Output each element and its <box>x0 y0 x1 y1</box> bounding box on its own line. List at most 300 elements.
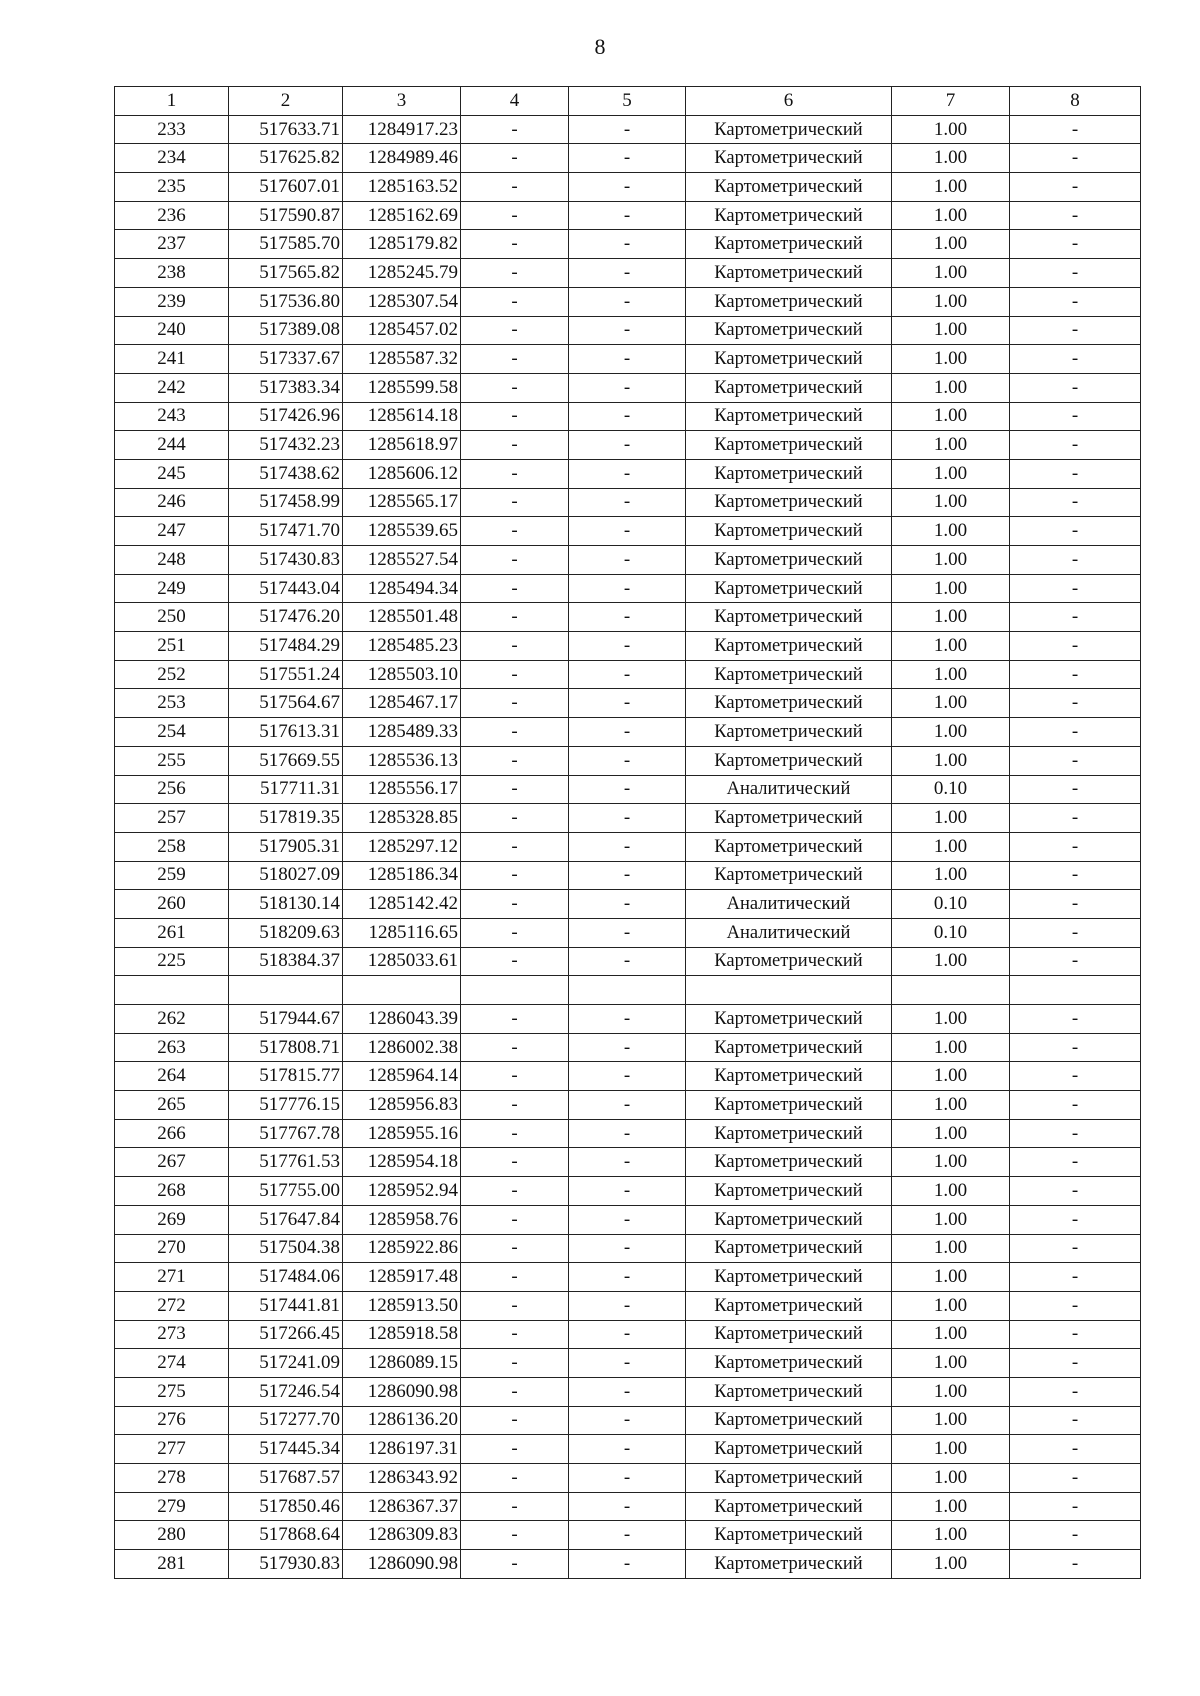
table-row <box>115 1349 1141 1378</box>
table-cell: Картометрический <box>686 546 892 575</box>
table-cell: 1285954.18 <box>343 1148 461 1177</box>
table-cell: - <box>569 832 686 861</box>
table-cell: - <box>569 144 686 173</box>
table-row <box>115 976 1141 1005</box>
table-cell: 1286043.39 <box>343 1005 461 1034</box>
table-cell: - <box>1010 345 1141 374</box>
table-cell: - <box>1010 718 1141 747</box>
page-number: 8 <box>594 34 606 59</box>
table-cell: - <box>569 718 686 747</box>
table-cell <box>1010 976 1141 1005</box>
table-cell: 1.00 <box>892 804 1010 833</box>
table-cell: 1.00 <box>892 1406 1010 1435</box>
table-cell: 1285917.48 <box>343 1263 461 1292</box>
table-cell: 251 <box>115 632 229 661</box>
table-cell: 1285489.33 <box>343 718 461 747</box>
table-cell: 1.00 <box>892 431 1010 460</box>
table-cell: - <box>461 488 569 517</box>
table-cell: 517266.45 <box>229 1320 343 1349</box>
table-cell: 517337.67 <box>229 345 343 374</box>
table-cell: 262 <box>115 1005 229 1034</box>
table-cell: - <box>1010 1406 1141 1435</box>
table-cell: 517633.71 <box>229 115 343 144</box>
table-cell: 1285527.54 <box>343 546 461 575</box>
table-cell: 1285245.79 <box>343 259 461 288</box>
table-cell: 236 <box>115 201 229 230</box>
table-cell: 1.00 <box>892 402 1010 431</box>
table-cell: - <box>569 230 686 259</box>
table-cell: - <box>1010 1177 1141 1206</box>
table-cell: - <box>461 1521 569 1550</box>
table-cell: 517944.67 <box>229 1005 343 1034</box>
table-cell: Картометрический <box>686 1177 892 1206</box>
table-cell: 1.00 <box>892 287 1010 316</box>
table-cell: 267 <box>115 1148 229 1177</box>
table-cell: - <box>1010 316 1141 345</box>
table-cell: 1.00 <box>892 718 1010 747</box>
table-cell: Картометрический <box>686 804 892 833</box>
table-cell: - <box>569 632 686 661</box>
table-cell: - <box>461 345 569 374</box>
table-cell: - <box>461 1435 569 1464</box>
table-cell: 517808.71 <box>229 1033 343 1062</box>
table-cell: 517687.57 <box>229 1464 343 1493</box>
table-cell: - <box>569 517 686 546</box>
table-cell: - <box>1010 574 1141 603</box>
table-cell: 275 <box>115 1377 229 1406</box>
table-cell: 518384.37 <box>229 947 343 976</box>
table-cell: - <box>569 660 686 689</box>
table-cell: 1.00 <box>892 1005 1010 1034</box>
table-cell: 1286090.98 <box>343 1550 461 1579</box>
table-cell: 259 <box>115 861 229 890</box>
table-cell: - <box>1010 1263 1141 1292</box>
table-cell: 1.00 <box>892 259 1010 288</box>
table-cell: Картометрический <box>686 1550 892 1579</box>
table-cell: - <box>569 1521 686 1550</box>
table-row <box>115 718 1141 747</box>
table-cell: Картометрический <box>686 1205 892 1234</box>
table-cell: 517471.70 <box>229 517 343 546</box>
table-cell: 243 <box>115 402 229 431</box>
table-row <box>115 861 1141 890</box>
table-cell: 1285614.18 <box>343 402 461 431</box>
table-cell: 517426.96 <box>229 402 343 431</box>
table-cell: 517565.82 <box>229 259 343 288</box>
table-cell: 1285539.65 <box>343 517 461 546</box>
table-cell: 1285587.32 <box>343 345 461 374</box>
table-cell: - <box>569 488 686 517</box>
table-cell: Картометрический <box>686 1377 892 1406</box>
table-cell: - <box>1010 660 1141 689</box>
table-cell: 253 <box>115 689 229 718</box>
table-cell: 1.00 <box>892 1349 1010 1378</box>
table-cell: - <box>569 1492 686 1521</box>
table-cell: 517536.80 <box>229 287 343 316</box>
table-cell: - <box>569 1377 686 1406</box>
table-cell: - <box>1010 259 1141 288</box>
table-cell: 1285918.58 <box>343 1320 461 1349</box>
table-cell: 517819.35 <box>229 804 343 833</box>
table-row <box>115 832 1141 861</box>
table-cell: 258 <box>115 832 229 861</box>
table-cell: 1285599.58 <box>343 373 461 402</box>
table-cell: - <box>1010 1205 1141 1234</box>
table-cell: 1.00 <box>892 947 1010 976</box>
table-cell <box>229 976 343 1005</box>
table-cell: - <box>1010 861 1141 890</box>
table-cell: 1285952.94 <box>343 1177 461 1206</box>
table-cell: 1285501.48 <box>343 603 461 632</box>
table-cell: - <box>1010 918 1141 947</box>
table-cell: 517551.24 <box>229 660 343 689</box>
table-cell: 280 <box>115 1521 229 1550</box>
table-cell: 237 <box>115 230 229 259</box>
table-cell: 1286343.92 <box>343 1464 461 1493</box>
table-cell: 1.00 <box>892 861 1010 890</box>
table-cell: 1285958.76 <box>343 1205 461 1234</box>
table-cell: 1.00 <box>892 1263 1010 1292</box>
table-cell: - <box>461 1177 569 1206</box>
table-cell: - <box>569 689 686 718</box>
table-cell: - <box>461 1349 569 1378</box>
table-cell: - <box>1010 459 1141 488</box>
table-cell: 1285606.12 <box>343 459 461 488</box>
table-cell: - <box>569 804 686 833</box>
table-cell <box>115 976 229 1005</box>
table-cell: 1284989.46 <box>343 144 461 173</box>
table-cell: 1.00 <box>892 144 1010 173</box>
table-cell: 1.00 <box>892 1320 1010 1349</box>
table-cell: - <box>569 1062 686 1091</box>
table-cell: - <box>461 775 569 804</box>
table-cell: - <box>1010 173 1141 202</box>
table-row <box>115 287 1141 316</box>
table-cell: 517441.81 <box>229 1291 343 1320</box>
table-cell: - <box>1010 1435 1141 1464</box>
table-cell: 517815.77 <box>229 1062 343 1091</box>
table-row <box>115 775 1141 804</box>
table-cell: Картометрический <box>686 1464 892 1493</box>
table-cell: 257 <box>115 804 229 833</box>
table-row <box>115 746 1141 775</box>
table-cell: 1.00 <box>892 201 1010 230</box>
table-cell: Картометрический <box>686 574 892 603</box>
table-cell: - <box>569 402 686 431</box>
table-cell: 517647.84 <box>229 1205 343 1234</box>
table-cell: - <box>461 1062 569 1091</box>
table-cell: 517761.53 <box>229 1148 343 1177</box>
table-cell: 264 <box>115 1062 229 1091</box>
table-row <box>115 115 1141 144</box>
coordinates-table <box>114 86 1141 1579</box>
table-cell: Картометрический <box>686 173 892 202</box>
table-cell: - <box>1010 1234 1141 1263</box>
table-cell: - <box>461 689 569 718</box>
table-cell: - <box>461 316 569 345</box>
table-cell: - <box>569 1148 686 1177</box>
table-cell: 268 <box>115 1177 229 1206</box>
table-cell: - <box>1010 775 1141 804</box>
table-cell: - <box>461 1320 569 1349</box>
table-cell: 265 <box>115 1091 229 1120</box>
table-cell: - <box>569 746 686 775</box>
table-cell: - <box>461 746 569 775</box>
table-cell: 517711.31 <box>229 775 343 804</box>
table-cell: Картометрический <box>686 1091 892 1120</box>
table-cell: 517850.46 <box>229 1492 343 1521</box>
table-cell: Картометрический <box>686 431 892 460</box>
table-cell: 1.00 <box>892 459 1010 488</box>
table-row <box>115 1492 1141 1521</box>
table-cell: 1286090.98 <box>343 1377 461 1406</box>
table-cell: Картометрический <box>686 201 892 230</box>
table-cell: - <box>461 1406 569 1435</box>
table-cell: 517504.38 <box>229 1234 343 1263</box>
table-cell: 1285503.10 <box>343 660 461 689</box>
table-cell: - <box>461 546 569 575</box>
table-cell: Картометрический <box>686 632 892 661</box>
table-cell: Картометрический <box>686 459 892 488</box>
table-cell: Картометрический <box>686 1492 892 1521</box>
table-cell: - <box>569 1550 686 1579</box>
table-cell: - <box>461 804 569 833</box>
table-cell: 1286002.38 <box>343 1033 461 1062</box>
table-row <box>115 947 1141 976</box>
table-cell: 517476.20 <box>229 603 343 632</box>
table-cell: 1285142.42 <box>343 890 461 919</box>
table-cell: 517767.78 <box>229 1119 343 1148</box>
table-cell: Картометрический <box>686 1119 892 1148</box>
table-cell: Картометрический <box>686 746 892 775</box>
table-cell: 1285618.97 <box>343 431 461 460</box>
table-cell: - <box>461 574 569 603</box>
table-cell: 1285163.52 <box>343 173 461 202</box>
table-cell: 517445.34 <box>229 1435 343 1464</box>
table-cell: 266 <box>115 1119 229 1148</box>
table-cell: Картометрический <box>686 287 892 316</box>
table-cell: - <box>461 660 569 689</box>
table-cell: - <box>461 373 569 402</box>
table-cell: - <box>461 632 569 661</box>
table-cell: - <box>461 861 569 890</box>
table-cell: - <box>1010 832 1141 861</box>
table-cell: - <box>461 287 569 316</box>
table-cell <box>569 976 686 1005</box>
table-cell: 517607.01 <box>229 173 343 202</box>
table-cell: 239 <box>115 287 229 316</box>
table-cell: - <box>461 517 569 546</box>
table-cell: 517776.15 <box>229 1091 343 1120</box>
table-cell: - <box>461 259 569 288</box>
table-cell: 1.00 <box>892 1492 1010 1521</box>
table-cell <box>461 976 569 1005</box>
table-row <box>115 1320 1141 1349</box>
column-header: 3 <box>343 87 461 116</box>
table-cell: - <box>1010 1349 1141 1378</box>
table-cell: 1285565.17 <box>343 488 461 517</box>
table-cell: Аналитический <box>686 775 892 804</box>
table-cell: - <box>461 1205 569 1234</box>
table-cell: 235 <box>115 173 229 202</box>
table-cell: Картометрический <box>686 718 892 747</box>
table-cell: 1285186.34 <box>343 861 461 890</box>
table-cell: - <box>569 201 686 230</box>
table-cell: - <box>569 259 686 288</box>
table-cell: 517383.34 <box>229 373 343 402</box>
table-cell: 517564.67 <box>229 689 343 718</box>
table-cell: 1.00 <box>892 488 1010 517</box>
table-row <box>115 1263 1141 1292</box>
table-row <box>115 1033 1141 1062</box>
table-cell: 1285033.61 <box>343 947 461 976</box>
table-cell: 1285179.82 <box>343 230 461 259</box>
table-cell: - <box>1010 201 1141 230</box>
table-cell: 1285964.14 <box>343 1062 461 1091</box>
table-row <box>115 546 1141 575</box>
table-row <box>115 890 1141 919</box>
table-cell: - <box>461 947 569 976</box>
table-cell: - <box>569 1091 686 1120</box>
table-cell: - <box>461 1492 569 1521</box>
table-cell: 1.00 <box>892 1033 1010 1062</box>
table-cell: 271 <box>115 1263 229 1292</box>
table-cell: - <box>569 1177 686 1206</box>
table-row <box>115 918 1141 947</box>
table-cell: - <box>1010 1550 1141 1579</box>
table-cell: 517443.04 <box>229 574 343 603</box>
table-cell: 233 <box>115 115 229 144</box>
table-cell: 1285162.69 <box>343 201 461 230</box>
table-row <box>115 1234 1141 1263</box>
table-cell: - <box>1010 373 1141 402</box>
table-cell: - <box>461 890 569 919</box>
table-cell: - <box>461 1550 569 1579</box>
table-cell: Картометрический <box>686 1435 892 1464</box>
table-row <box>115 689 1141 718</box>
table-cell: Картометрический <box>686 316 892 345</box>
table-row <box>115 431 1141 460</box>
table-cell: 517438.62 <box>229 459 343 488</box>
table-row <box>115 1291 1141 1320</box>
table-cell: Картометрический <box>686 689 892 718</box>
table-cell: Картометрический <box>686 1291 892 1320</box>
table-cell: Картометрический <box>686 1320 892 1349</box>
table-row <box>115 1550 1141 1579</box>
table-cell: 517389.08 <box>229 316 343 345</box>
column-header: 5 <box>569 87 686 116</box>
table-cell: - <box>461 1091 569 1120</box>
table-cell: - <box>461 201 569 230</box>
table-cell: 1285955.16 <box>343 1119 461 1148</box>
table-row <box>115 459 1141 488</box>
table-cell: 252 <box>115 660 229 689</box>
table-cell: 281 <box>115 1550 229 1579</box>
table-cell: 276 <box>115 1406 229 1435</box>
table-cell: 1.00 <box>892 173 1010 202</box>
table-cell: - <box>461 1464 569 1493</box>
table-cell: 1285556.17 <box>343 775 461 804</box>
table-cell: - <box>461 1033 569 1062</box>
table-cell: 1.00 <box>892 746 1010 775</box>
table-cell: 269 <box>115 1205 229 1234</box>
table-cell: - <box>461 173 569 202</box>
table-cell: 1.00 <box>892 1119 1010 1148</box>
table-cell: 255 <box>115 746 229 775</box>
table-row <box>115 373 1141 402</box>
table-cell: 1285467.17 <box>343 689 461 718</box>
table-cell: 242 <box>115 373 229 402</box>
table-cell: - <box>1010 431 1141 460</box>
table-cell: - <box>1010 1320 1141 1349</box>
table-cell: 1.00 <box>892 1291 1010 1320</box>
table-row <box>115 1177 1141 1206</box>
table-cell: Картометрический <box>686 259 892 288</box>
table-row <box>115 402 1141 431</box>
table-cell: - <box>1010 1033 1141 1062</box>
table-cell: - <box>1010 1521 1141 1550</box>
table-cell: - <box>569 287 686 316</box>
table-cell: Картометрический <box>686 861 892 890</box>
table-cell: - <box>569 603 686 632</box>
table-row <box>115 230 1141 259</box>
table-cell: 272 <box>115 1291 229 1320</box>
table-cell: - <box>569 1320 686 1349</box>
table-cell: 1285913.50 <box>343 1291 461 1320</box>
table-cell: - <box>1010 689 1141 718</box>
table-cell: - <box>461 1263 569 1292</box>
table-cell: 1.00 <box>892 574 1010 603</box>
table-cell: 1286309.83 <box>343 1521 461 1550</box>
table-cell: 1.00 <box>892 373 1010 402</box>
table-cell: - <box>1010 115 1141 144</box>
table-cell: Картометрический <box>686 402 892 431</box>
table-cell: 1.00 <box>892 1062 1010 1091</box>
table-cell: 1.00 <box>892 1148 1010 1177</box>
table-row <box>115 173 1141 202</box>
table-cell: 1286136.20 <box>343 1406 461 1435</box>
table-cell: - <box>569 1291 686 1320</box>
table-cell: 1.00 <box>892 345 1010 374</box>
table-cell: - <box>569 775 686 804</box>
table-cell: Картометрический <box>686 144 892 173</box>
table-cell: 260 <box>115 890 229 919</box>
table-cell: 1.00 <box>892 1550 1010 1579</box>
table-cell: 1284917.23 <box>343 115 461 144</box>
table-cell: 248 <box>115 546 229 575</box>
table-cell: 517458.99 <box>229 488 343 517</box>
table-cell: 270 <box>115 1234 229 1263</box>
table-cell: 1285956.83 <box>343 1091 461 1120</box>
table-cell: 278 <box>115 1464 229 1493</box>
table-cell: 517484.06 <box>229 1263 343 1292</box>
table-cell: - <box>1010 603 1141 632</box>
table-cell <box>892 976 1010 1005</box>
table-row <box>115 1205 1141 1234</box>
table-row <box>115 201 1141 230</box>
table-cell: 1285922.86 <box>343 1234 461 1263</box>
table-cell: 517432.23 <box>229 431 343 460</box>
table-cell: 518209.63 <box>229 918 343 947</box>
table-cell: 274 <box>115 1349 229 1378</box>
table-cell: - <box>1010 890 1141 919</box>
table-cell: - <box>461 1291 569 1320</box>
table-cell: - <box>569 890 686 919</box>
table-cell: - <box>1010 804 1141 833</box>
table-cell: 1286089.15 <box>343 1349 461 1378</box>
table-cell: Картометрический <box>686 1521 892 1550</box>
table-row <box>115 603 1141 632</box>
